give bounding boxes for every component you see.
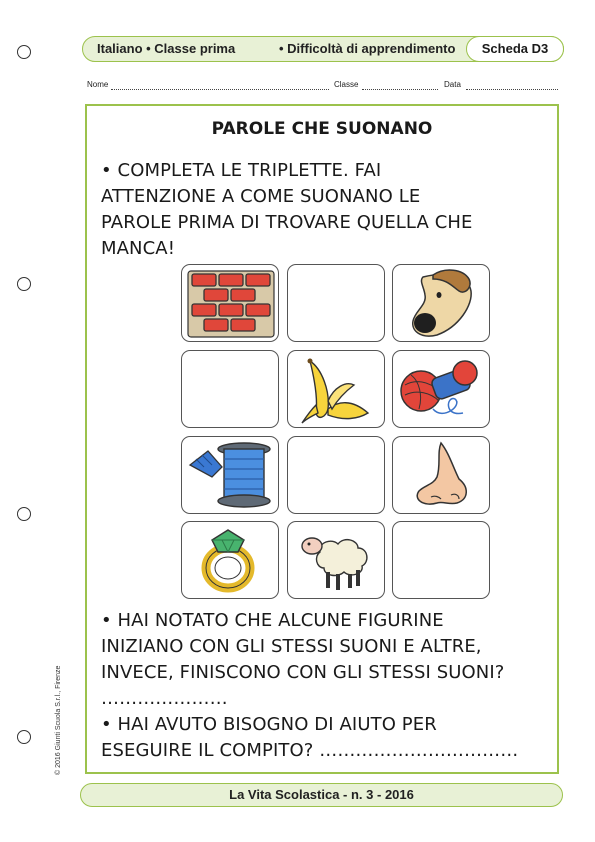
binder-hole — [17, 507, 31, 521]
grid-cell-dog — [392, 264, 490, 342]
class-field-line[interactable] — [362, 89, 438, 90]
binder-hole — [17, 277, 31, 291]
question-line: ESEGUIRE IL COMPITO? …………………………… — [101, 740, 519, 761]
name-label: Nome — [87, 80, 109, 89]
banana-icon — [288, 351, 385, 428]
grid-cell-empty[interactable] — [287, 436, 385, 514]
date-label: Data — [444, 80, 461, 89]
class-label: Classe — [334, 80, 359, 89]
sheep-icon — [288, 522, 385, 599]
question-line: • HAI NOTATO CHE ALCUNE FIGURINE — [101, 610, 444, 631]
header-topic: • Difficoltà di apprendimento — [279, 41, 456, 56]
grid-cell-banana — [287, 350, 385, 428]
date-field-line[interactable] — [466, 89, 558, 90]
grid-cell-brick-wall — [181, 264, 279, 342]
yarn-icon — [393, 351, 490, 428]
header-subject: Italiano • Classe prima — [97, 41, 236, 56]
instruction-line: ATTENZIONE A COME SUONANO LE — [101, 186, 421, 207]
name-field-line[interactable] — [111, 89, 329, 90]
question-1 — [101, 608, 551, 712]
grid-cell-yarn — [392, 350, 490, 428]
footer-bar: La Vita Scolastica - n. 3 - 2016 — [80, 783, 563, 807]
nose-icon — [393, 437, 490, 514]
grid-cell-nose — [392, 436, 490, 514]
ribbon-spool-icon — [182, 437, 279, 514]
worksheet-title: PAROLE CHE SUONANO — [211, 119, 433, 139]
binder-hole — [17, 45, 31, 59]
copyright-text: © 2016 Giunti Scuola S.r.l., Firenze — [55, 665, 62, 775]
ring-icon — [182, 522, 279, 599]
sheet-label: Scheda D3 — [466, 36, 564, 62]
dog-icon — [393, 265, 490, 342]
grid-cell-empty[interactable] — [287, 264, 385, 342]
grid-cell-ring — [181, 521, 279, 599]
brick-wall-icon — [182, 265, 279, 342]
binder-hole — [17, 730, 31, 744]
instruction-text — [101, 158, 551, 262]
question-2 — [101, 712, 551, 764]
question-line: INIZIANO CON GLI STESSI SUONI E ALTRE, — [101, 636, 482, 657]
grid-cell-empty[interactable] — [392, 521, 490, 599]
grid-cell-sheep — [287, 521, 385, 599]
instruction-line: PAROLE PRIMA DI TROVARE QUELLA CHE — [101, 212, 473, 233]
grid-cell-ribbon-spool — [181, 436, 279, 514]
grid-cell-empty[interactable] — [181, 350, 279, 428]
instruction-line: • COMPLETA LE TRIPLETTE. FAI — [101, 160, 382, 181]
instruction-line: MANCA! — [101, 238, 176, 259]
answer-line[interactable]: ………………… — [101, 688, 228, 709]
question-line: INVECE, FINISCONO CON GLI STESSI SUONI? — [101, 662, 505, 683]
question-line: • HAI AVUTO BISOGNO DI AIUTO PER — [101, 714, 437, 735]
